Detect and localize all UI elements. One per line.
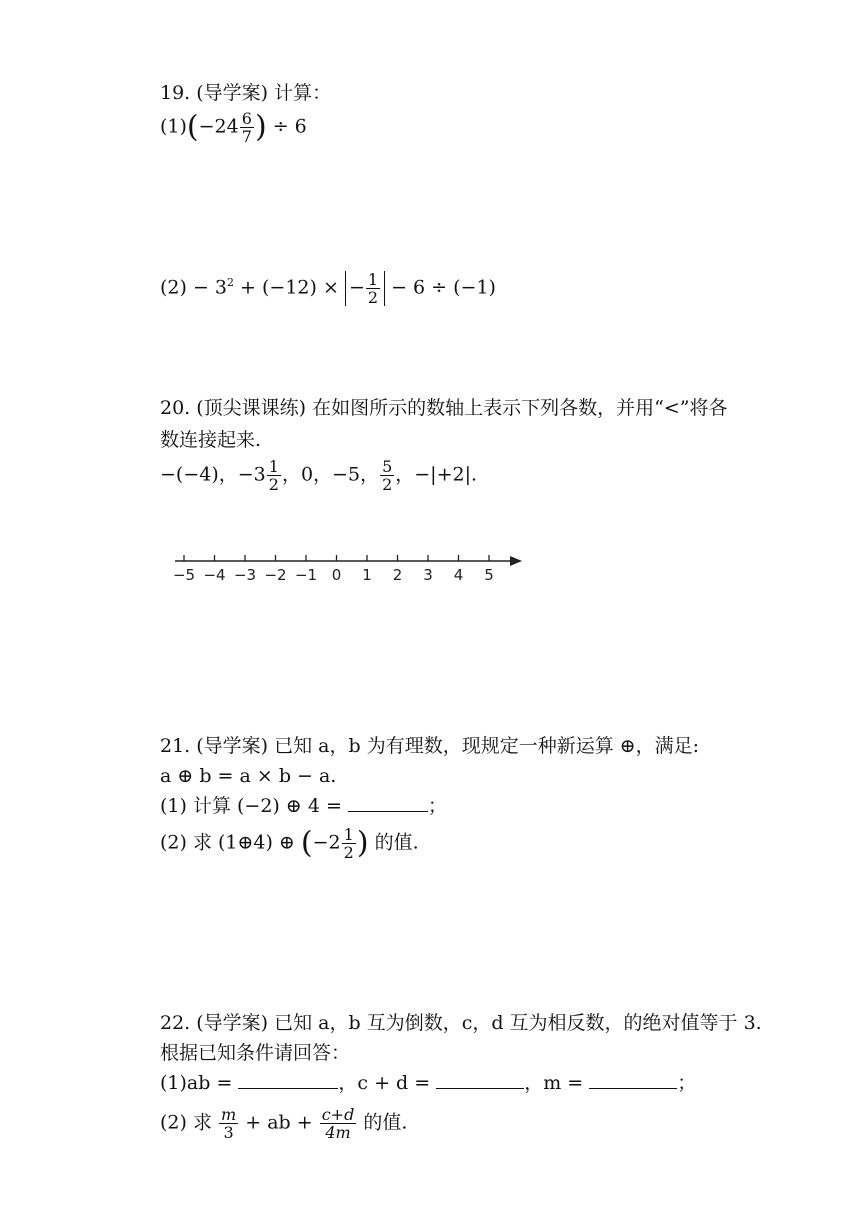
q21-part2 xyxy=(160,826,419,861)
numerator: c+d xyxy=(321,1105,355,1124)
q20-frac1 xyxy=(267,458,281,493)
tick-label: 1 xyxy=(362,566,372,584)
q22-p2-text: (2) 求 xyxy=(160,1111,212,1134)
q19-p1-fraction xyxy=(240,110,254,145)
q21-p1-text: (1) 计算 (−2) ⊕ 4 = xyxy=(160,795,342,817)
denominator: 2 xyxy=(268,475,279,494)
absolute-value xyxy=(345,271,385,306)
tick-label: −5 xyxy=(172,566,196,584)
q22-line1: 22. (导学案) 已知 a，b 互为倒数，c，d 互为相反数，的绝对值等于 3. xyxy=(160,1012,762,1034)
q21-p2-text: (2) 求 (1⊕4) ⊕ xyxy=(160,831,295,854)
q19-part2 xyxy=(160,270,496,306)
tick-label: −4 xyxy=(203,566,226,584)
tick-label: 0 xyxy=(331,566,342,584)
q21-line2: a ⊕ b = a × b − a. xyxy=(160,765,337,787)
numerator: 1 xyxy=(367,269,379,289)
punct: ； xyxy=(427,795,447,817)
answer-blank-cd[interactable] xyxy=(436,1070,524,1089)
q22-fraction1 xyxy=(219,1106,238,1141)
q20-line2: 数连接起来. xyxy=(160,429,262,451)
answer-blank-m[interactable] xyxy=(589,1070,677,1089)
abs-sign: − xyxy=(348,276,365,299)
denominator: 2 xyxy=(382,475,393,494)
q22-p2-end: 的值. xyxy=(363,1111,408,1134)
denominator: 4m xyxy=(325,1123,351,1142)
q19-p2-lead: (2) − 3 xyxy=(160,276,228,299)
denominator: 3 xyxy=(223,1123,234,1142)
q19-p1-int: −24 xyxy=(198,115,239,138)
q19-header: 19. (导学案) 计算： xyxy=(160,82,332,104)
q20-line1: 20. (顶尖课课练) 在如图所示的数轴上表示下列各数，并用“<”将各 xyxy=(160,397,728,419)
denominator: 2 xyxy=(367,287,379,307)
q22-ab: (1)ab = xyxy=(160,1072,233,1094)
tick-label: 2 xyxy=(392,566,403,584)
q22-mid: + ab + xyxy=(245,1111,313,1134)
number-line xyxy=(170,550,530,590)
q19-part1 xyxy=(160,110,307,145)
q20-n2: ，0，−5， xyxy=(281,463,380,486)
q19-p2-tail: − 6 ÷ (−1) xyxy=(385,276,496,299)
denominator: 7 xyxy=(241,127,252,146)
numerator: m xyxy=(221,1105,237,1124)
q21-fraction xyxy=(342,826,356,861)
answer-blank-ab[interactable] xyxy=(238,1070,338,1089)
q20-n1: −(−4)，−3 xyxy=(160,463,266,486)
answer-blank[interactable] xyxy=(348,793,428,812)
tick-label: −3 xyxy=(233,566,257,584)
left-paren: ( xyxy=(300,825,313,861)
q19-p1-label: (1) xyxy=(160,115,187,138)
q22-part2 xyxy=(160,1106,407,1141)
right-paren: ) xyxy=(356,825,369,861)
q21-line1: 21. (导学案) 已知 a，b 为有理数，现规定一种新运算 ⊕，满足: xyxy=(160,735,700,757)
q19-p2-fraction xyxy=(366,271,380,306)
tick-label: 4 xyxy=(453,566,464,584)
q19-p1-rest: ÷ 6 xyxy=(272,115,307,138)
q19-p2-mid: + (−12) × xyxy=(234,276,345,299)
q22-part1 xyxy=(160,1070,696,1096)
q21-part1 xyxy=(160,793,447,819)
q22-cd: ，c + d = xyxy=(338,1072,431,1094)
left-paren: ( xyxy=(186,109,199,145)
q21-p2-end: 的值. xyxy=(374,831,419,854)
q20-frac2 xyxy=(380,458,394,493)
exponent: 2 xyxy=(227,276,235,289)
q20-numbers xyxy=(160,458,477,493)
numerator: 1 xyxy=(343,825,354,844)
right-paren: ) xyxy=(254,109,267,145)
tick-label: −2 xyxy=(264,566,287,584)
q20-n3: ，−|+2|. xyxy=(395,463,478,486)
numerator: 6 xyxy=(241,109,252,128)
q22-m: ，m = xyxy=(524,1072,584,1094)
tick-label: 5 xyxy=(484,566,494,584)
arrow-head-icon xyxy=(510,556,522,566)
q22-line2: 根据已知条件请回答： xyxy=(160,1042,351,1064)
numerator: 1 xyxy=(268,457,279,476)
q22-fraction2 xyxy=(320,1106,357,1141)
tick-label: 3 xyxy=(423,566,433,584)
denominator: 2 xyxy=(343,843,354,862)
q21-p2-int: −2 xyxy=(312,831,341,854)
punct: ； xyxy=(677,1072,697,1094)
numerator: 5 xyxy=(382,457,393,476)
tick-label: −1 xyxy=(294,566,318,584)
